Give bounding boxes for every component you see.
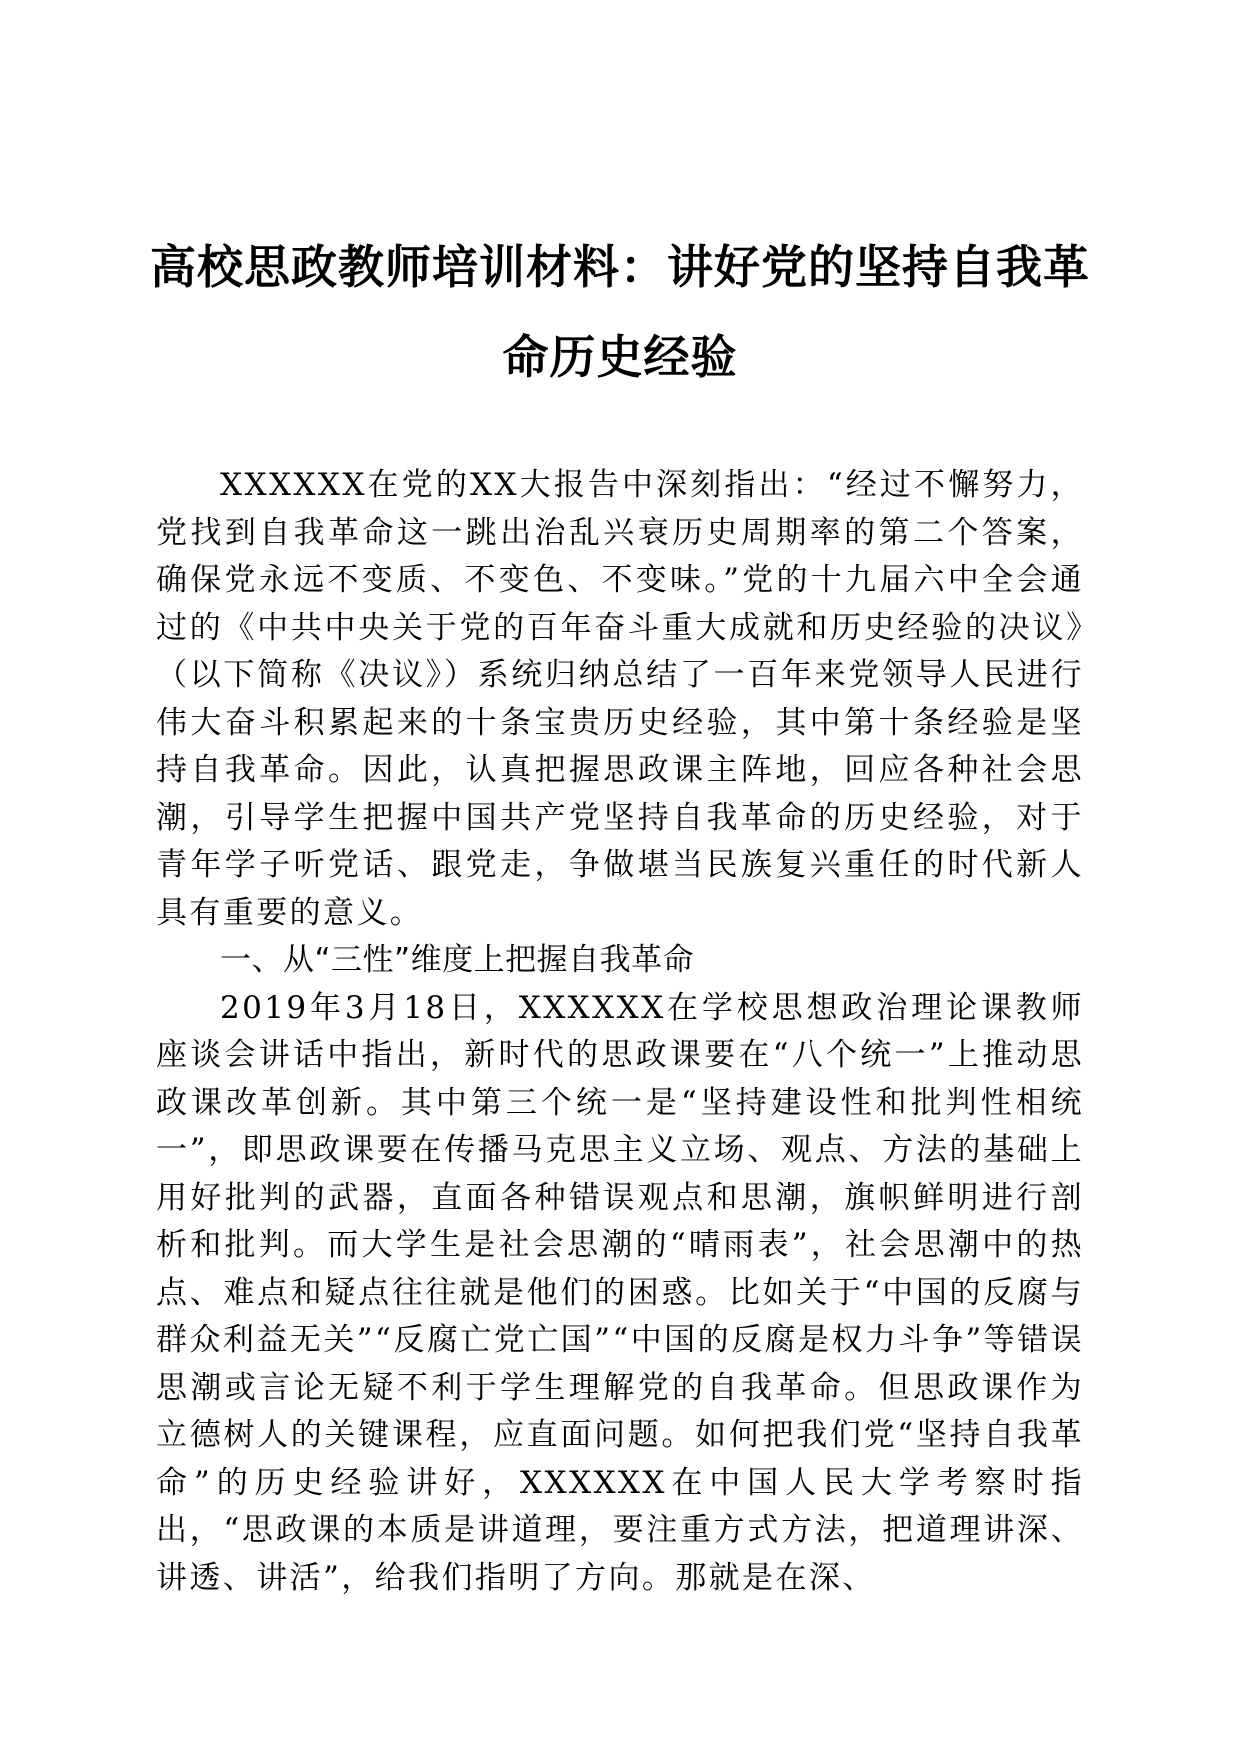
document-body bbox=[156, 462, 1084, 1602]
section-paragraph: 2019年3月18日，XXXXXX在学校思想政治理论课教师座谈会讲话中指出，新时代的思政课要在“八个统一”上推动思政课改革创新。其中第三个统一是“坚持建设性和批判性相统一”，即思政课要在传播马克思主义立场、观点、方法的基础上用好批判的武器，直面各种错误观点和思潮，旗帜鲜明进行剖析和批判。而大学生是社会思潮的“晴雨表”，社会思潮中的热点、难点和疑点往往就是他们的困惑。比如关于“中国的反腐与群众利益无关”“反腐亡党亡国”“中国的反腐是权力斗争”等错误思潮或言论无疑不利于学生理解党的自我革命。但思政课作为立德树人的关键课程，应直面问题。如何把我们党“坚持自我革命”的历史经验讲好，XXXXXX在中国人民大学考察时指出，“思政课的本质是讲道理，要注重方式方法，把道理讲深、讲透、讲活”，给我们指明了方向。那就是在深、 bbox=[156, 989, 1084, 1596]
document-title: 高校思政教师培训材料：讲好党的坚持自我革命历史经验 bbox=[150, 240, 1090, 384]
intro-paragraph: XXXXXX在党的XX大报告中深刻指出：“经过不懈努力，党找到自我革命这一跳出治乱兴衰历史周期率的第二个答案，确保党永远不变质、不变色、不变味。”党的十九届六中全会通过的《中共中央关于党的百年奋斗重大成就和历史经验的决议》（以下简称《决议》）系统归纳总结了一百年来党领导人民进行伟大奋斗积累起来的十条宝贵历史经验，其中第十条经验是坚持自我革命。因此，认真把握思政课主阵地，回应各种社会思潮，引导学生把握中国共产党坚持自我革命的历史经验，对于青年学子听党话、跟党走，争做堪当民族复兴重任的时代新人具有重要的意义。 bbox=[156, 467, 1084, 931]
section-heading: 一、从“三性”维度上把握自我革命 bbox=[220, 942, 695, 978]
